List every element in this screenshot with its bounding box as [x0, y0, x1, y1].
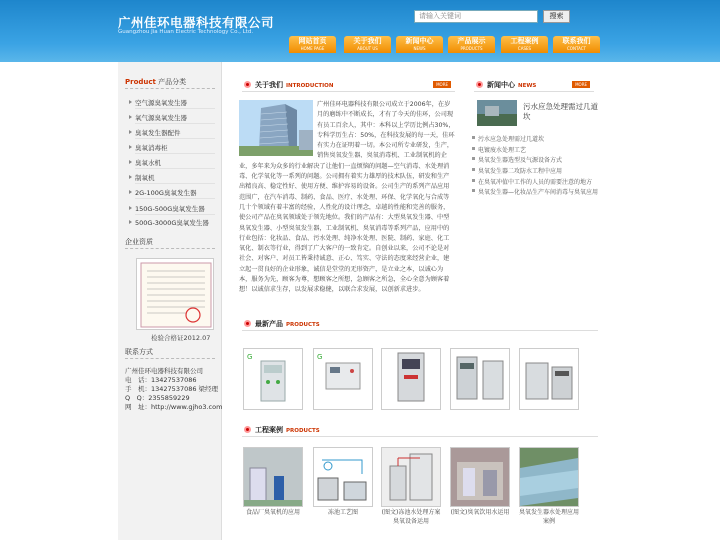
- nav-products[interactable]: 产品展示 PRODUCTS: [448, 36, 495, 53]
- product-card[interactable]: [519, 348, 579, 410]
- news-more-button[interactable]: MORE: [572, 81, 590, 88]
- divider: [125, 358, 215, 359]
- case-caption[interactable]: (图文)臭氧饮用水运用: [450, 509, 510, 516]
- contact-qq: Q Q：2355859229: [125, 394, 190, 402]
- case-caption[interactable]: (图文)冻池水处理方案 臭氧设备运用: [381, 509, 441, 525]
- about-en: INTRODUCTION: [286, 83, 334, 89]
- section-bullet-icon: [244, 426, 251, 433]
- news-item[interactable]: 电镀废水处理工艺: [478, 147, 527, 154]
- category-item[interactable]: 臭氧消毒柜: [135, 144, 168, 152]
- company-name-en: Guangzhou Jia Huan Electric Technology Co., Ltd.: [118, 29, 254, 35]
- about-more-button[interactable]: MORE: [433, 81, 451, 88]
- certificate-image[interactable]: [136, 258, 214, 330]
- nav-contact[interactable]: 联系我们 CONTACT: [553, 36, 600, 53]
- case-caption[interactable]: 臭氧发生器水处理应用 案例: [518, 509, 579, 525]
- cert-caption: 检验合格证2012.07: [151, 334, 211, 342]
- product-caption[interactable]: [519, 410, 579, 415]
- cases-title: 工程案例: [255, 426, 283, 434]
- section-bullet-icon: [244, 320, 251, 327]
- nav-cases[interactable]: 工程案例 CASES: [501, 36, 548, 53]
- product-card[interactable]: [243, 348, 303, 410]
- category-item[interactable]: 制氧机: [135, 174, 155, 182]
- product-card[interactable]: [313, 348, 373, 410]
- category-item[interactable]: 空气源臭氧发生器: [135, 99, 187, 107]
- svg-text:G: G: [247, 353, 253, 361]
- cases-header: [242, 423, 598, 437]
- case-image[interactable]: [381, 447, 441, 507]
- divider: [135, 214, 215, 215]
- news-item[interactable]: 臭氧发生器选型及气源设备方式: [478, 157, 563, 164]
- contact-title: 联系方式: [125, 348, 153, 356]
- category-item[interactable]: 臭氧发生器配件: [135, 129, 181, 137]
- category-item[interactable]: 500G-3000G臭氧发生器: [135, 219, 209, 227]
- divider: [135, 183, 215, 184]
- about-text-block: [239, 100, 455, 296]
- cert-title: 企业资质: [125, 238, 153, 246]
- about-text: 广州佳环电器科技有限公司成立于2006年，在岁月的磨练中不断成长，才有了今天的佳环，公司现有员工百余人，其中：本科以上学历比例占30%，专科学历生占：50%，在科技发展的每一天，佳环有实力在证明着一切。本公司所专业研发，生产，销售臭氧发生器、臭氧消毒机、工业制氧机的企业，多年来为众多的行业解决了让他们一直烦恼的问题—空气消毒、水处理消毒、化学氧化等一系列的问题。公司拥有着实力雄厚的技术队伍，研发和生产出精良高、稳定性好、使用方便、维护容易的设备。公司生产的系列产品应用范围广，在汽车消毒、制药、食品、医疗、水处理、环保、化学氧化与合成等几十个领域有着丰富的经验，人性化的设计理念，卓越的性能和完善的服务，使公司产品在臭氧领域处于领先地位。我们的产品有：大型臭氧发生器、中型臭氧发生器、小型臭氧发生器，工业制氧机、臭氧消毒等系列产品，应用中的行业包括：化妆品、食品、污水处理、纯净水处理、医院、制药、家庭、化工氧化、制衣等行业，得到了广大客户的一致肯定。自创业以来，公司不论是对社会、对客户、对员工皆秉持诚意、正心、笃实、守法的态度来经营企业，建立起一贯良好的企业形象，诚信是堂堂的无形资产，是立业之本，以诚心为本，服务为先，顾客为尊，想顾客之所想，急顾客之所急，全心全意为顾客着想！以诚信求生存，以发展求稳健，以联合求发展，以创新求进步。: [239, 101, 455, 294]
- products-header: [242, 317, 598, 331]
- case-image[interactable]: [450, 447, 510, 507]
- contact-mobile: 手 机：13427537086 梁经理: [125, 385, 219, 393]
- building-image: [239, 100, 313, 156]
- news-item[interactable]: 臭氧发生器二攻防水工程中应用: [478, 168, 563, 175]
- category-item[interactable]: 臭氧水机: [135, 159, 161, 167]
- search-button[interactable]: 搜索: [543, 10, 570, 23]
- news-thumbnail[interactable]: [477, 100, 517, 126]
- case-caption[interactable]: 食品厂臭氧机的应用: [245, 509, 300, 516]
- divider: [135, 138, 215, 139]
- product-caption[interactable]: [450, 410, 510, 415]
- contact-company: 广州佳环电器科技有限公司: [125, 367, 203, 375]
- page-margin-right: [603, 62, 720, 540]
- svg-text:G: G: [317, 353, 323, 361]
- nav-home[interactable]: 网站首页 HOME PAGE: [289, 36, 336, 53]
- about-header: [242, 78, 455, 92]
- section-bullet-icon: [476, 81, 483, 88]
- about-title: 关于我们: [255, 81, 283, 89]
- category-item[interactable]: 氧气源臭氧发生器: [135, 114, 187, 122]
- news-en: NEWS: [518, 83, 537, 89]
- category-item[interactable]: 2G-100G臭氧发生器: [135, 189, 197, 197]
- divider: [135, 168, 215, 169]
- news-header: [474, 78, 594, 92]
- product-caption[interactable]: [243, 410, 303, 415]
- products-title: 最新产品: [255, 320, 283, 328]
- product-card[interactable]: [381, 348, 441, 410]
- case-image[interactable]: [519, 447, 579, 507]
- product-caption[interactable]: [381, 410, 441, 415]
- products-en: PRODUCTS: [286, 322, 320, 328]
- news-featured-title[interactable]: 污水应急处理需过几道坎: [523, 102, 598, 121]
- nav-news[interactable]: 新闻中心 NEWS: [396, 36, 443, 53]
- news-item[interactable]: 污水应急处理需过几道坎: [478, 136, 545, 143]
- news-title: 新闻中心: [487, 81, 515, 89]
- divider: [135, 198, 215, 199]
- divider: [125, 248, 215, 249]
- page-margin-left: [0, 62, 118, 540]
- case-caption[interactable]: 冻池工艺图: [327, 509, 358, 516]
- section-bullet-icon: [244, 81, 251, 88]
- nav-about[interactable]: 关于我们 ABOUT US: [344, 36, 391, 53]
- divider: [135, 123, 215, 124]
- cases-en: PRODUCTS: [286, 428, 320, 434]
- product-caption[interactable]: [313, 410, 373, 415]
- news-item[interactable]: 臭氧发生器—化妆品生产车间消毒与臭氧应用: [478, 189, 599, 196]
- category-item[interactable]: 150G-500G臭氧发生器: [135, 205, 205, 213]
- contact-website[interactable]: 网 址：http://www.gjho3.com: [125, 403, 223, 411]
- case-image[interactable]: [313, 447, 373, 507]
- products-category-title: Product 产品分类: [125, 78, 187, 86]
- search-input[interactable]: 请输入关键词: [414, 10, 538, 23]
- case-image[interactable]: [243, 447, 303, 507]
- contact-phone: 电 话：13427537086: [125, 376, 197, 384]
- divider: [135, 108, 215, 109]
- divider: [125, 88, 215, 89]
- company-name[interactable]: 广州佳环电器科技有限公司: [118, 15, 275, 30]
- product-card[interactable]: [450, 348, 510, 410]
- divider: [135, 153, 215, 154]
- news-item[interactable]: 在臭氧冲值中工作的人员的需要注意的地方: [478, 179, 593, 186]
